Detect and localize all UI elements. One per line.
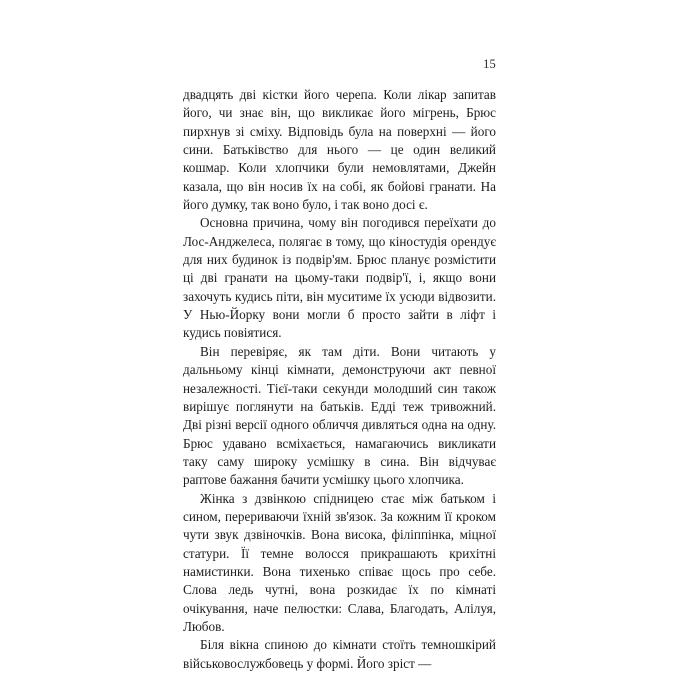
page-number: 15	[483, 57, 496, 71]
body-text-block	[183, 86, 496, 673]
paragraph: Жінка з дзвінкою спідницею стає між батьком і сином, перериваючи їхній зв'язок. За кожним її кроком чути звук дзвіночків. Вона висока, філіппінка, міцної статури. Її темне волосся прикрашають крихітні намистинки. Вона тихенько співає щось про себе. Слова ледь чутні, вона розкидає їх по кімнаті очікування, наче пелюстки: Слава, Благодать, Алілуя, Любов.	[183, 490, 496, 634]
paragraph: Основна причина, чому він погодився переїхати до Лос-Анджелеса, полягає в тому, що кіностудія орендує для них будинок із подвір'ям. Брюс планує розмістити ці дві гранати на цьому-таки подвір'ї, і, якщо вони захочуть кудись піти, він муситиме їх усюди відвозити. У Нью-Йорку вони могли б просто зайти в ліфт і кудись повіятися.	[183, 215, 496, 341]
paragraph: Біля вікна спиною до кімнати стоїть темношкірий військовослужбовець у формі. Його зріст —	[183, 637, 496, 671]
paragraph: двадцять дві кістки його черепа. Коли лікар запитав його, чи знає він, що викликає його мігрень, Брюс пирхнув зі сміху. Відповідь була на поверхні — його сини. Батьківство для нього — це один великий кошмар. Коли хлопчики були немовлятами, Джейн казала, що він носив їх на собі, як бойові гранати. На його думку, так воно було, і так воно досі є.	[183, 87, 496, 213]
paragraph: Він перевіряє, як там діти. Вони читають у дальньому кінці кімнати, демонструючи акт певної незалежності. Тієї-таки секунди молодший син також вирішує поглянути на батьків. Едді теж тривожний. Дві різні версії одного обличчя дивляться одна на одну. Брюс удавано всміхається, намагаючись викликати таку саму широку усмішку в сина. Він відчуває раптове бажання бачити усмішку цього хлопчика.	[183, 343, 496, 488]
